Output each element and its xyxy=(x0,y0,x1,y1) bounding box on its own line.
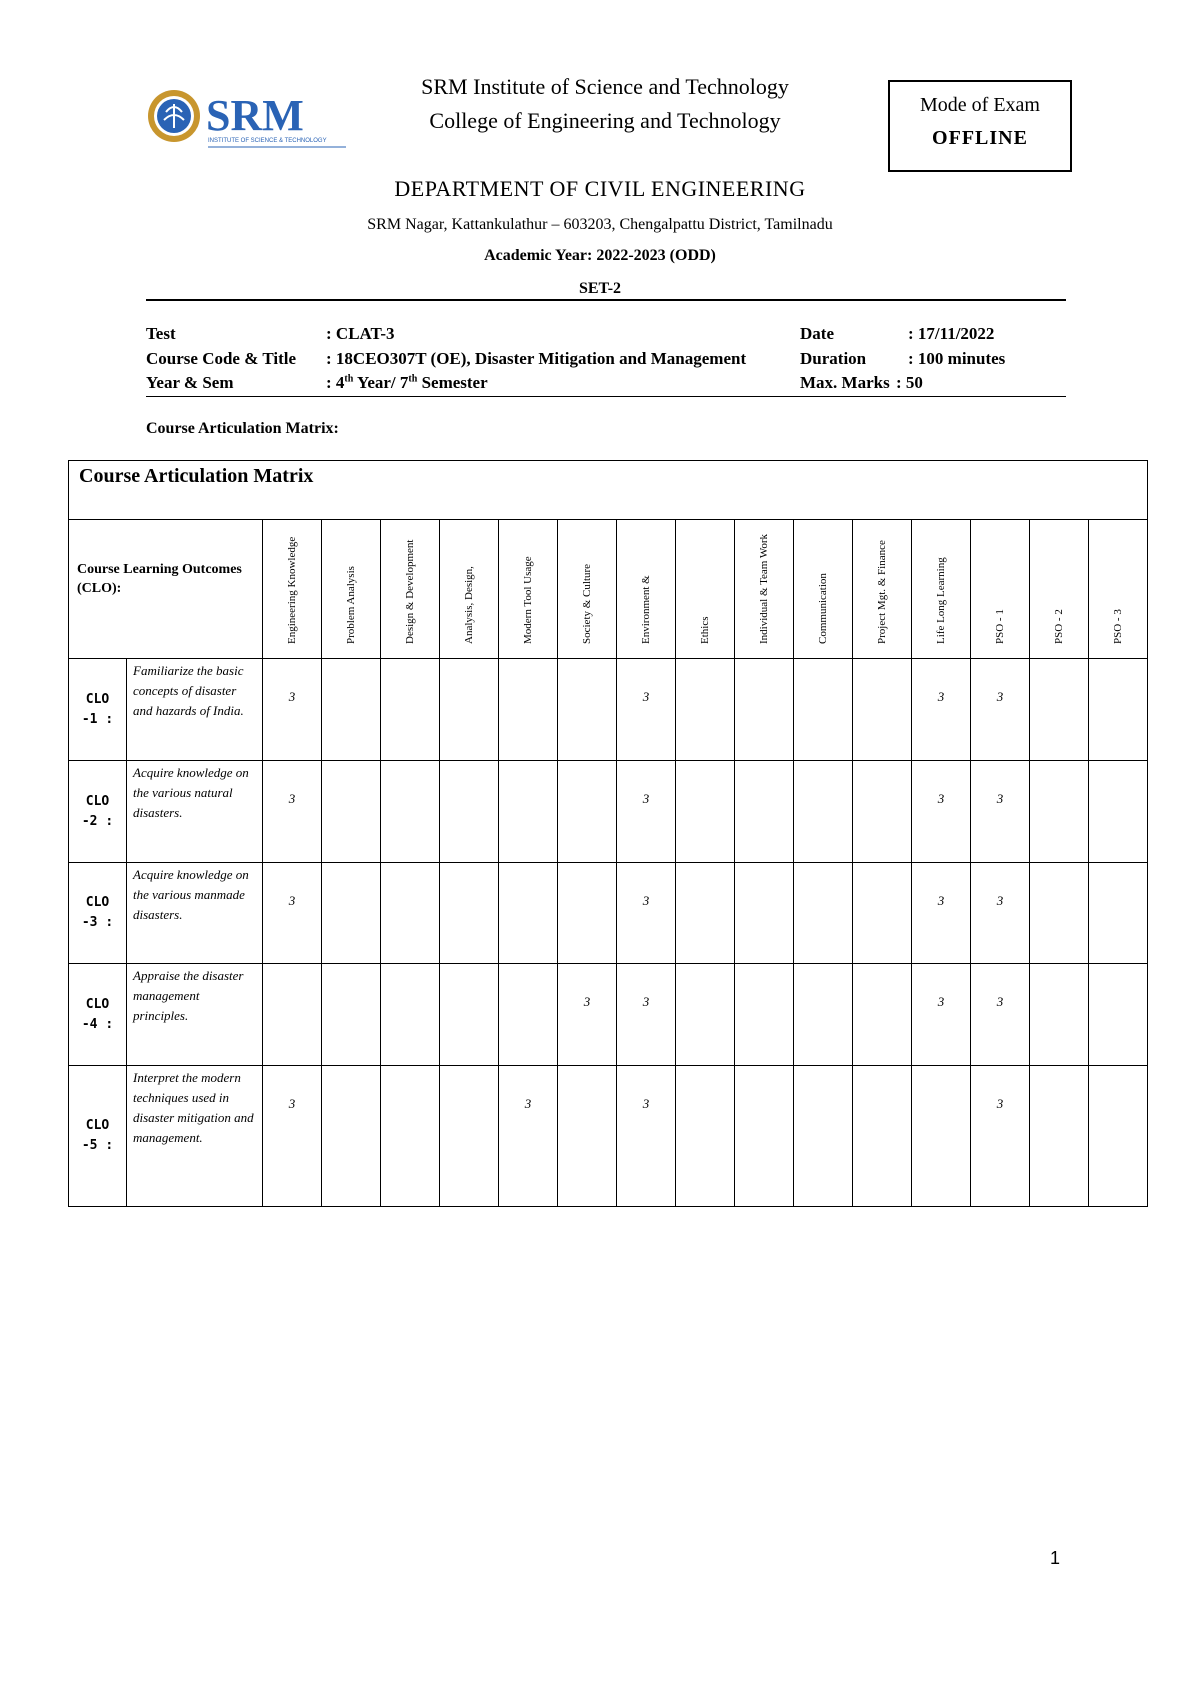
matrix-cell xyxy=(440,761,499,863)
srm-logo xyxy=(146,88,356,152)
matrix-cell xyxy=(440,964,499,1066)
matrix-cell: 3 xyxy=(912,863,971,964)
column-header: Ethics xyxy=(676,520,735,659)
matrix-cell xyxy=(1030,761,1089,863)
matrix-cell xyxy=(1089,964,1148,1066)
matrix-cell xyxy=(676,659,735,761)
matrix-cell: 3 xyxy=(971,863,1030,964)
clo-id: CLO -4 : xyxy=(69,964,127,1066)
matrix-cell xyxy=(381,659,440,761)
column-header: Life Long Learning xyxy=(912,520,971,659)
course-label: Course Code & Title xyxy=(146,349,297,368)
clo-row xyxy=(69,761,1148,863)
clo-id: CLO -2 : xyxy=(69,761,127,863)
matrix-cell: 3 xyxy=(971,1066,1030,1207)
matrix-cell: 3 xyxy=(971,964,1030,1066)
column-header: Engineering Knowledge xyxy=(263,520,322,659)
matrix-cell: 3 xyxy=(263,863,322,964)
clo-description: Acquire knowledge on the various manmade disasters. xyxy=(127,863,263,964)
duration-value: : 100 minutes xyxy=(908,349,1006,368)
matrix-cell xyxy=(381,863,440,964)
column-header: PSO - 1 xyxy=(971,520,1030,659)
matrix-cell: 3 xyxy=(558,964,617,1066)
matrix-cell xyxy=(794,863,853,964)
matrix-cell xyxy=(676,863,735,964)
matrix-cell xyxy=(1030,1066,1089,1207)
column-header: Analysis, Design, xyxy=(440,520,499,659)
column-header: Project Mgt. & Finance xyxy=(853,520,912,659)
matrix-cell xyxy=(322,761,381,863)
logo-wordmark: SRM xyxy=(206,91,304,140)
matrix-cell xyxy=(1030,863,1089,964)
matrix-cell xyxy=(735,761,794,863)
marks-label: Max. Marks xyxy=(800,373,890,392)
matrix-cell xyxy=(499,964,558,1066)
matrix-cell xyxy=(499,863,558,964)
clo-header: Course Learning Outcomes (CLO): xyxy=(69,520,263,659)
course-articulation-matrix xyxy=(68,460,1148,1207)
page-number: 1 xyxy=(1050,1548,1061,1568)
matrix-cell xyxy=(381,761,440,863)
set-label: SET-2 xyxy=(578,280,622,297)
matrix-cell xyxy=(912,1066,971,1207)
matrix-cell: 3 xyxy=(617,659,676,761)
mode-label: Mode of Exam xyxy=(920,94,1040,116)
info-divider xyxy=(146,396,1066,397)
clo-description: Familiarize the basic concepts of disaster and hazards of India. xyxy=(127,659,263,761)
matrix-cell xyxy=(794,761,853,863)
matrix-cell: 3 xyxy=(617,964,676,1066)
matrix-cell xyxy=(794,1066,853,1207)
column-header: PSO - 2 xyxy=(1030,520,1089,659)
matrix-cell xyxy=(558,659,617,761)
college-name: College of Engineering and Technology xyxy=(429,108,781,133)
department-title: DEPARTMENT OF CIVIL ENGINEERING xyxy=(394,176,806,201)
institute-name: SRM Institute of Science and Technology xyxy=(421,74,789,99)
matrix-cell: 3 xyxy=(912,659,971,761)
matrix-cell xyxy=(676,964,735,1066)
matrix-cell xyxy=(558,863,617,964)
mode-of-exam-box xyxy=(888,80,1072,172)
matrix-cell xyxy=(1089,863,1148,964)
matrix-cell: 3 xyxy=(971,761,1030,863)
matrix-cell xyxy=(381,964,440,1066)
matrix-cell xyxy=(735,659,794,761)
column-header: PSO - 3 xyxy=(1089,520,1148,659)
clo-id: CLO -3 : xyxy=(69,863,127,964)
matrix-cell xyxy=(1089,659,1148,761)
column-header: Design & Development xyxy=(381,520,440,659)
matrix-cell xyxy=(853,761,912,863)
column-header: Society & Culture xyxy=(558,520,617,659)
matrix-cell xyxy=(1030,659,1089,761)
matrix-cell xyxy=(440,863,499,964)
matrix-cell: 3 xyxy=(912,964,971,1066)
column-header: Modern Tool Usage xyxy=(499,520,558,659)
matrix-cell xyxy=(263,964,322,1066)
matrix-cell: 3 xyxy=(499,1066,558,1207)
matrix-cell xyxy=(794,659,853,761)
address: SRM Nagar, Kattankulathur – 603203, Chengalpattu District, Tamilnadu xyxy=(367,216,833,233)
matrix-cell xyxy=(676,1066,735,1207)
matrix-title: Course Articulation Matrix xyxy=(69,461,1148,520)
year-label: Year & Sem xyxy=(146,373,234,392)
matrix-cell: 3 xyxy=(971,659,1030,761)
matrix-cell xyxy=(322,1066,381,1207)
clo-row xyxy=(69,659,1148,761)
matrix-cell: 3 xyxy=(263,761,322,863)
duration-label: Duration xyxy=(800,349,867,368)
column-header: Individual & Team Work xyxy=(735,520,794,659)
matrix-cell xyxy=(1030,964,1089,1066)
matrix-cell: 3 xyxy=(912,761,971,863)
matrix-cell xyxy=(853,659,912,761)
matrix-cell xyxy=(853,1066,912,1207)
matrix-cell xyxy=(735,1066,794,1207)
test-value: : CLAT-3 xyxy=(326,324,395,343)
matrix-cell xyxy=(853,863,912,964)
academic-year: Academic Year: 2022-2023 (ODD) xyxy=(484,247,716,264)
matrix-cell xyxy=(794,964,853,1066)
matrix-cell: 3 xyxy=(617,761,676,863)
clo-description: Appraise the disaster management principles. xyxy=(127,964,263,1066)
date-label: Date xyxy=(800,324,834,343)
marks-value: : 50 xyxy=(896,373,923,392)
date-value: : 17/11/2022 xyxy=(908,324,995,343)
matrix-cell xyxy=(322,964,381,1066)
matrix-cell xyxy=(499,659,558,761)
clo-description: Interpret the modern techniques used in disaster mitigation and management. xyxy=(127,1066,263,1207)
column-header: Problem Analysis xyxy=(322,520,381,659)
matrix-cell xyxy=(558,761,617,863)
matrix-cell xyxy=(322,659,381,761)
matrix-caption: Course Articulation Matrix: xyxy=(146,420,339,437)
matrix-cell xyxy=(1089,761,1148,863)
test-label: Test xyxy=(146,324,176,343)
matrix-cell xyxy=(440,659,499,761)
matrix-cell xyxy=(381,1066,440,1207)
clo-description: Acquire knowledge on the various natural disasters. xyxy=(127,761,263,863)
year-value: : 4th Year/ 7th Semester xyxy=(326,373,488,392)
matrix-cell xyxy=(676,761,735,863)
clo-row xyxy=(69,863,1148,964)
clo-id: CLO -5 : xyxy=(69,1066,127,1207)
clo-id: CLO -1 : xyxy=(69,659,127,761)
clo-row xyxy=(69,1066,1148,1207)
column-header: Environment & xyxy=(617,520,676,659)
matrix-cell xyxy=(735,863,794,964)
column-header: Communication xyxy=(794,520,853,659)
matrix-cell xyxy=(440,1066,499,1207)
matrix-cell: 3 xyxy=(263,659,322,761)
clo-row xyxy=(69,964,1148,1066)
header-divider xyxy=(146,299,1066,301)
matrix-cell xyxy=(735,964,794,1066)
matrix-cell: 3 xyxy=(617,863,676,964)
matrix-cell xyxy=(853,964,912,1066)
logo-subtext: INSTITUTE OF SCIENCE & TECHNOLOGY xyxy=(208,138,327,144)
course-value: : 18CEO307T (OE), Disaster Mitigation and Management xyxy=(326,349,747,368)
matrix-cell xyxy=(499,761,558,863)
mode-value: OFFLINE xyxy=(932,127,1028,149)
matrix-cell: 3 xyxy=(617,1066,676,1207)
matrix-cell: 3 xyxy=(263,1066,322,1207)
matrix-cell xyxy=(558,1066,617,1207)
matrix-cell xyxy=(322,863,381,964)
logo-emblem-icon xyxy=(148,90,200,142)
matrix-cell xyxy=(1089,1066,1148,1207)
